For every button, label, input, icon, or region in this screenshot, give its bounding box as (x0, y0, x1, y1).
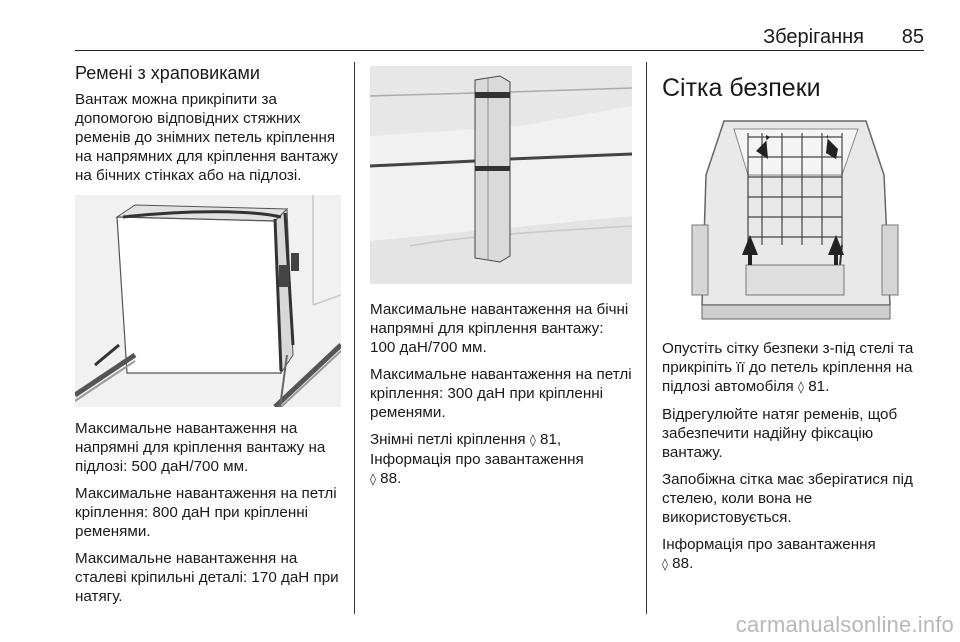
page-ref-link[interactable]: 81. (808, 378, 830, 395)
column-left (75, 60, 341, 614)
paragraph-store-net: Запобіжна сітка має зберігатися під стелею, коли вона не використовується. (662, 471, 913, 526)
page-header (75, 26, 924, 51)
column-divider (354, 62, 355, 614)
page-ref-icon: ◊ (662, 557, 668, 571)
page-ref-icon: ◊ (798, 380, 804, 394)
heading-ratchet-straps: Ремені з храповиками (75, 63, 260, 83)
loading-info-text: Інформація про завантаження (662, 536, 876, 553)
column-middle (370, 60, 632, 497)
intro-paragraph: Вантаж можна прикріпити за допомогою відповідних стяжних ременів до знімних петель кріплення на напрямних для кріплення вантажу на бічних стінках або на підлозі. (75, 91, 339, 184)
paragraph-floor-rails: Максимальне навантаження на напрямні для кріплення вантажу на підлозі: 500 даН/700 мм. (75, 420, 326, 475)
paragraph-eyelets: Максимальне навантаження на петлі кріплення: 800 даН при кріпленні ременями. (75, 485, 337, 540)
figure-ratchet-strap-cargo (75, 195, 341, 407)
page-ref-link[interactable]: 88. (672, 555, 694, 572)
heading-safety-net: Сітка безпеки (662, 74, 821, 102)
column-right (662, 60, 927, 582)
paragraph-adjust-straps: Відрегулюйте натяг ременів, щоб забезпечити надійну фіксацію вантажу. (662, 406, 898, 461)
figure-safety-net-van (662, 115, 927, 323)
column-divider (646, 62, 647, 614)
page-ref-link[interactable]: 81, (540, 431, 562, 448)
page-number: 85 (901, 26, 924, 48)
figure-side-rails-load-space (370, 66, 632, 284)
ref-text-eyelets: Знімні петлі кріплення (370, 431, 526, 448)
page-ref-icon: ◊ (370, 472, 376, 486)
section-title: Зберігання (763, 26, 864, 48)
lower-net-text: Опустіть сітку безпеки з-під стелі та прикріпіть її до петель кріплення на підлозі автомобіля (662, 340, 914, 395)
paragraph-eyelets-straps: Максимальне навантаження на петлі кріплення: 300 даН при кріпленні ременями. (370, 366, 632, 421)
paragraph-loading-info (662, 535, 927, 574)
paragraph-lower-net (662, 339, 927, 397)
page-ref-icon: ◊ (529, 433, 536, 447)
page-ref-link[interactable]: 88. (380, 470, 402, 487)
ref-text-loading: Інформація про завантаження (370, 451, 584, 468)
watermark: carmanualsonline.info (735, 612, 954, 637)
paragraph-references (370, 430, 632, 489)
paragraph-steel-fittings: Максимальне навантаження на сталеві кріпильні деталі: 170 даН при натягу. (75, 550, 339, 605)
paragraph-side-rails: Максимальне навантаження на бічні напрямні для кріплення вантажу: 100 даН/700 мм. (370, 301, 629, 356)
